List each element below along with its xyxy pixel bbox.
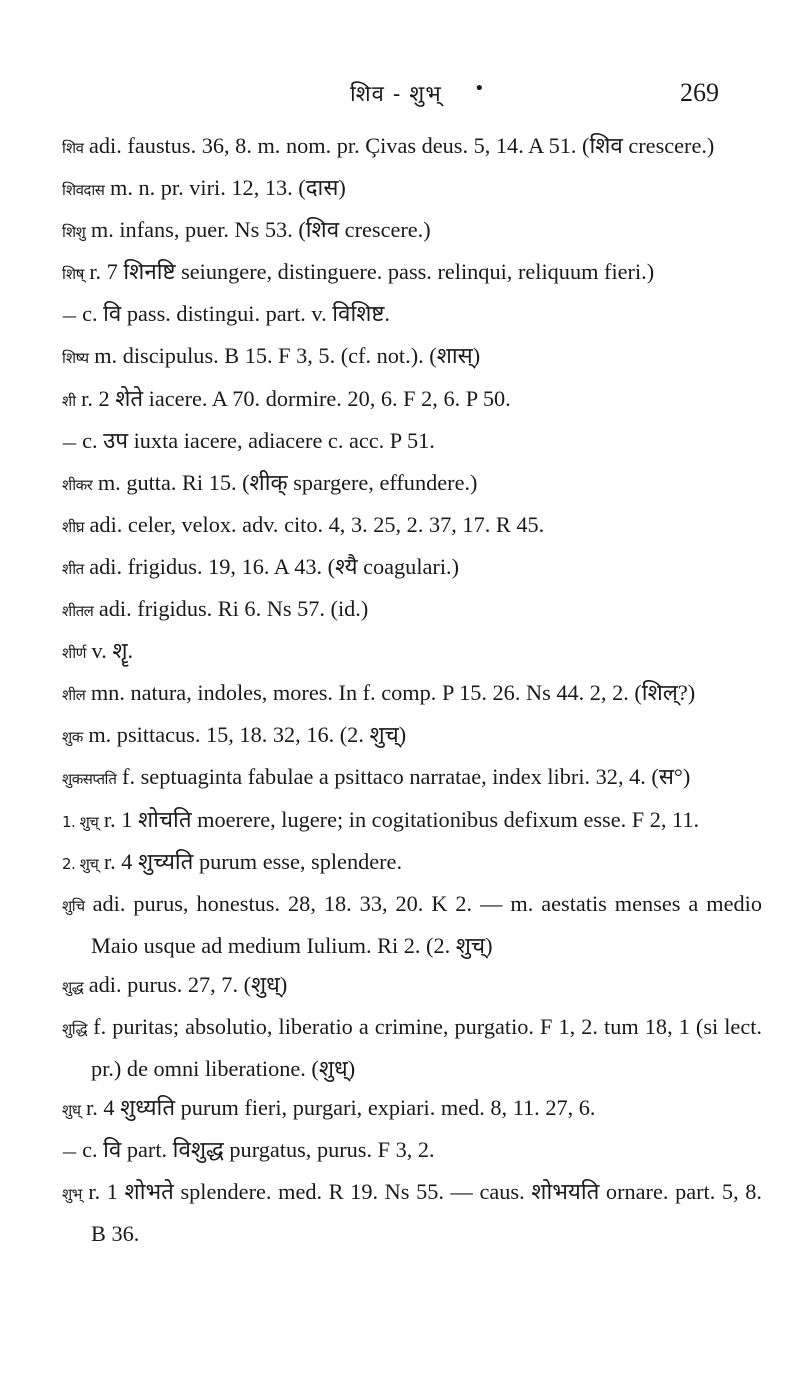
entry-text: m. infans, puer. Ns 53. (शिव crescere.): [90, 217, 431, 243]
entry-text: r. 1 शोचति moerere, lugere; in cogitationibus defixum esse. F 2, 11.: [103, 806, 700, 832]
entry-text: adi. celer, velox. adv. cito. 4, 3. 25, 2. 37, 17. R 45.: [89, 511, 545, 537]
entry-headword: शीकर: [62, 475, 93, 494]
entry-headword: शीर्ण: [62, 644, 86, 663]
entry-text: mn. natura, indoles, mores. In f. comp. P 15. 26. Ns 44. 2, 2. (शिल्?): [90, 680, 696, 706]
entry-headword: 2. शुच्: [62, 854, 99, 873]
running-head-mark: •: [474, 78, 485, 99]
entry-headword: —: [62, 433, 77, 452]
entry-headword: शिष्: [62, 265, 84, 284]
dictionary-entry: [62, 168, 762, 210]
entry-text: adi. purus. 27, 7. (शुध्): [88, 971, 288, 997]
dictionary-entry: [62, 126, 762, 168]
entry-headword: शुचि: [62, 896, 85, 915]
entry-headword: शुकसप्तति: [62, 770, 117, 789]
dictionary-entry: [62, 547, 762, 589]
page-number: 269: [680, 78, 719, 107]
dictionary-entry: [62, 589, 762, 631]
entry-text: r. 2 शेते iacere. A 70. dormire. 20, 6. F 2, 6. P 50.: [81, 385, 511, 411]
dictionary-entry: [62, 252, 762, 294]
entry-headword: शुद्ध: [62, 977, 84, 996]
entry-text: c. वि part. विशुद्ध purgatus, purus. F 3, 2.: [82, 1137, 435, 1163]
entry-headword: —: [62, 307, 77, 326]
entry-text: adi. frigidus. Ri 6. Ns 57. (id.): [98, 596, 369, 622]
entry-headword: शीत: [62, 559, 84, 578]
entry-headword: शिवदास: [62, 181, 105, 200]
dictionary-entry: [62, 965, 762, 1007]
dictionary-entry: [62, 631, 762, 673]
dictionary-entry: [62, 294, 762, 336]
entry-text: c. उप iuxta iacere, adiacere c. acc. P 51.: [82, 427, 435, 453]
entry-text: r. 4 शुध्यति purum fieri, purgari, expiari. med. 8, 11. 27, 6.: [86, 1095, 596, 1121]
entry-headword: शिशु: [62, 223, 86, 242]
running-head: [0, 78, 801, 114]
entry-text: r. 7 शिनष्टि seiungere, distinguere. pass. relinqui, reliquum fieri.): [89, 259, 655, 285]
entry-headword: शीघ्र: [62, 517, 84, 536]
entry-headword: शुक: [62, 728, 83, 747]
dictionary-entry: [62, 800, 762, 842]
dictionary-entry: [62, 715, 762, 757]
entry-headword: शिव: [62, 139, 84, 157]
entry-text: m. gutta. Ri 15. (शीक् spargere, effundere.): [97, 469, 478, 495]
entry-headword: शिष्य: [62, 349, 89, 368]
entry-headword: —: [62, 1143, 77, 1162]
entry-text: v. शॄ.: [91, 638, 134, 664]
entry-text: m. n. pr. viri. 12, 13. (दास): [110, 175, 346, 201]
dictionary-entry: [62, 1172, 762, 1253]
dictionary-entry: [62, 884, 762, 965]
dictionary-entry: [62, 757, 762, 799]
entry-text: m. discipulus. B 15. F 3, 5. (cf. not.). (शास्): [94, 343, 481, 369]
entry-text: c. वि pass. distingui. part. v. विशिष्ट.: [82, 301, 390, 327]
running-head-title: शिव - शुभ्: [350, 82, 442, 107]
entry-text: f. puritas; absolutio, liberatio a crimine, purgatio. F 1, 2. tum 18, 1 (si lect. pr.) de omni liberatione. (शुध्): [91, 1013, 762, 1082]
entry-text: m. psittacus. 15, 18. 32, 16. (2. शुच्): [88, 722, 407, 748]
entry-text: adi. purus, honestus. 28, 18. 33, 20. K 2. — m. aestatis menses a medio Maio usque ad medium Iulium. Ri 2. (2. शुच्): [91, 890, 762, 958]
entry-headword: शुभ्: [62, 1185, 82, 1204]
dictionary-entries: [62, 126, 762, 1254]
entry-text: adi. faustus. 36, 8. m. nom. pr. Çivas deus. 5, 14. A 51. (शिव crescere.): [89, 133, 715, 158]
dictionary-entry: [62, 842, 762, 884]
dictionary-entry: [62, 336, 762, 378]
dictionary-entry: [62, 505, 762, 547]
dictionary-entry: [62, 421, 762, 463]
dictionary-entry: [62, 463, 762, 505]
entry-headword: शुध्: [62, 1101, 81, 1120]
entry-headword: शीतल: [62, 602, 94, 621]
entry-text: adi. frigidus. 19, 16. A 43. (श्यै coagulari.): [89, 553, 460, 579]
entry-headword: शी: [62, 391, 76, 410]
entry-text: f. septuaginta fabulae a psittaco narratae, index libri. 32, 4. (स°): [122, 764, 691, 790]
entry-headword: शुद्धि: [62, 1019, 88, 1038]
dictionary-entry: [62, 673, 762, 715]
dictionary-entry: [62, 1007, 762, 1088]
dictionary-entry: [62, 210, 762, 252]
entry-headword: शील: [62, 686, 86, 705]
dictionary-entry: [62, 1130, 762, 1172]
entry-headword: 1. शुच्: [62, 812, 99, 831]
entry-text: r. 1 शोभते splendere. med. R 19. Ns 55. — caus. शोभयति ornare. part. 5, 8. B 36.: [88, 1179, 762, 1247]
dictionary-entry: [62, 1088, 762, 1130]
entry-text: r. 4 शुच्यति purum esse, splendere.: [103, 848, 403, 874]
dictionary-entry: [62, 379, 762, 421]
